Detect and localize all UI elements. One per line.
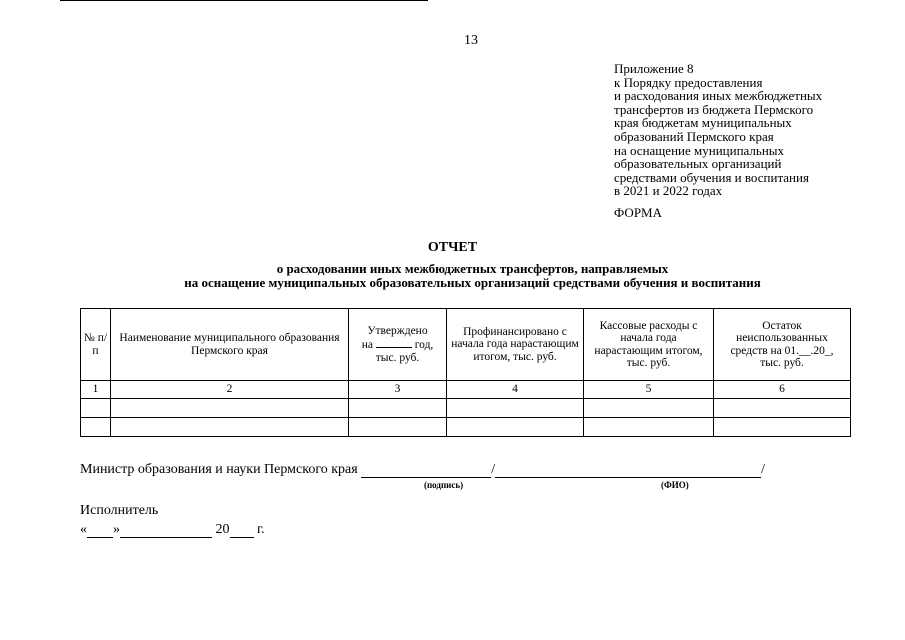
header-cell-approved <box>349 309 447 381</box>
empty-cell <box>714 418 851 437</box>
empty-cell <box>584 399 714 418</box>
signature-text: Министр образования и науки Пермского края <box>80 462 358 477</box>
table-number-row <box>81 381 851 399</box>
date-year: 20 <box>215 522 230 537</box>
header-approved-year <box>351 337 444 352</box>
date-suffix: г. <box>257 522 265 537</box>
appendix-line: Приложение 8 <box>614 61 694 76</box>
header-cell-balance <box>714 309 851 381</box>
appendix-line: средствами обучения и воспитания <box>614 169 809 185</box>
year-blank <box>376 337 412 348</box>
appendix-line: трансфертов из бюджета Пермского <box>614 101 814 117</box>
number-cell: 5 <box>584 381 714 399</box>
empty-cell <box>447 418 584 437</box>
number-cell: 6 <box>714 381 851 399</box>
name-blank <box>495 463 761 478</box>
table-row <box>81 399 851 418</box>
report-subtitle <box>0 262 905 290</box>
number-cell: 1 <box>81 381 111 399</box>
appendix-line: образовательных организаций <box>614 156 782 172</box>
form-label: ФОРМА <box>614 205 662 220</box>
signature-line <box>80 462 765 478</box>
table-header-row <box>81 309 851 381</box>
page-number: 13 <box>464 33 478 48</box>
appendix-block <box>614 62 894 198</box>
empty-cell <box>584 418 714 437</box>
header-approved-label: Утверждено <box>367 324 428 337</box>
appendix-line: к Порядку предоставления <box>614 74 763 90</box>
header-cell-cash-expenses: Кассовые расходы с начала года нарастающим итогом, тыс. руб. <box>584 309 714 381</box>
header-cell-number: № п/п <box>81 309 111 381</box>
number-cell: 2 <box>111 381 349 399</box>
year-blank-date <box>230 523 254 538</box>
report-subtitle-line2: на оснащение муниципальных образовательных организаций средствами обучения и воспитания <box>184 275 761 290</box>
table-row <box>81 418 851 437</box>
header-approved-year-word: год, <box>414 339 434 352</box>
appendix-line: края бюджетам муниципальных <box>614 115 792 131</box>
empty-cell <box>349 399 447 418</box>
empty-cell <box>349 418 447 437</box>
header-cell-financed: Профинансировано с начала года нарастающим итогом, тыс. руб. <box>447 309 584 381</box>
number-cell: 3 <box>349 381 447 399</box>
appendix-line: образований Пермского края <box>614 128 774 144</box>
report-title: ОТЧЕТ <box>427 240 478 255</box>
empty-cell <box>81 399 111 418</box>
signature-slash: / <box>491 462 496 477</box>
header-balance-line2: средств на 01.__.20_, <box>730 344 834 357</box>
header-approved-on: на <box>361 339 373 352</box>
appendix-line: и расходования иных межбюджетных <box>614 88 823 104</box>
appendix-line: на оснащение муниципальных <box>614 142 785 158</box>
header-cell-municipality: Наименование муниципального образования Пермского края <box>111 309 349 381</box>
report-table <box>80 308 851 437</box>
number-cell: 4 <box>447 381 584 399</box>
empty-cell <box>111 399 349 418</box>
header-balance-line1: Остаток неиспользованных <box>736 319 828 344</box>
date-quote-open: « <box>80 522 87 537</box>
empty-cell <box>447 399 584 418</box>
empty-cell <box>111 418 349 437</box>
day-blank <box>87 523 113 538</box>
signature-blank <box>361 463 491 478</box>
month-blank <box>120 523 212 538</box>
appendix-line: в 2021 и 2022 годах <box>614 183 723 199</box>
executor-label: Исполнитель <box>80 503 159 518</box>
date-line <box>80 522 265 538</box>
top-rule <box>60 0 428 1</box>
report-subtitle-line1: о расходовании иных межбюджетных трансфертов, направляемых <box>276 261 669 276</box>
empty-cell <box>714 399 851 418</box>
empty-cell <box>81 418 111 437</box>
date-quote-close: » <box>113 522 120 537</box>
header-approved-unit: тыс. руб. <box>375 351 420 364</box>
name-caption: (ФИО) <box>661 480 689 490</box>
header-balance-line3: тыс. руб. <box>760 357 804 369</box>
signature-caption: (подпись) <box>424 480 464 490</box>
signature-slash-end: / <box>761 462 765 477</box>
